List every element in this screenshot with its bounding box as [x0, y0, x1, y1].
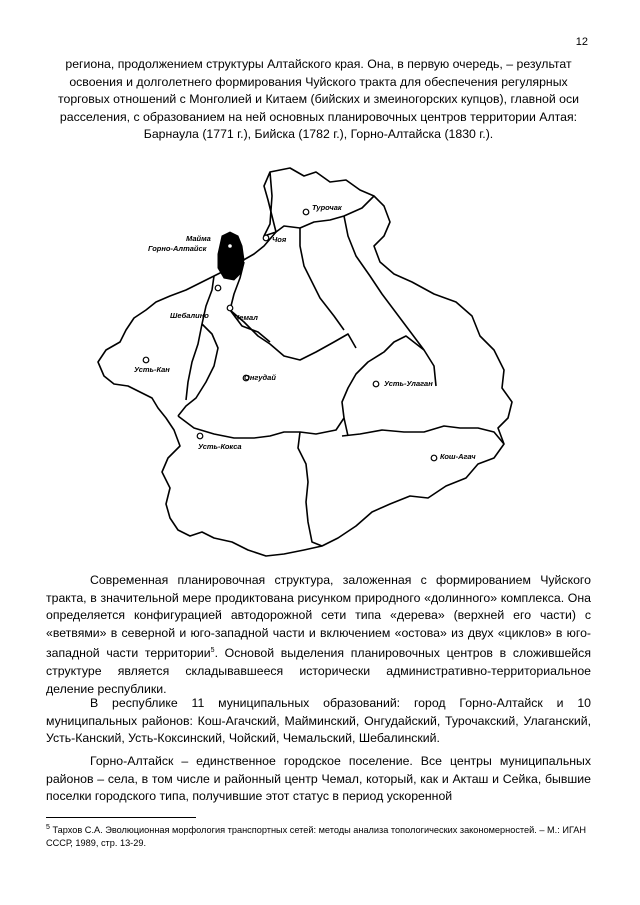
label-choya: Чоя	[272, 235, 287, 244]
border-ust-kan-ongudai	[178, 324, 218, 416]
label-ust-ulagan: Усть-Улаган	[384, 379, 433, 388]
label-turochak: Турочак	[312, 203, 342, 212]
paragraph-structure-tail: . Основой выделения планировочных центров в сложившейся структуре является складывавшееся исторически административно-территориальное деление республики.	[46, 646, 591, 696]
district-map-svg	[94, 166, 544, 564]
border-choya-east	[300, 228, 344, 330]
border-ongudai-east	[344, 418, 348, 436]
border-shebalino-ust-kan	[186, 276, 214, 400]
kosh-agach-marker	[431, 455, 437, 461]
paragraph-intro: региона, продолжением структуры Алтайского края. Она, в первую очередь, – результат освоения и долголетнего формирования Чуйского тракта для обеспечения регулярных торговых отношений с Монголией и Китаем (бийских и змеиногорских купцов), главной оси расселения, с образованием на ней основных планировочных центров территории Алтая: Барнаула (1771 г.), Бийска (1782 г.), Горно-Алтайска (1830 г.).	[57, 57, 579, 142]
label-ongudai: Онгудай	[244, 373, 276, 382]
footnote-ref[interactable]: 5	[210, 647, 215, 655]
label-kosh-agach: Кош-Агач	[440, 452, 476, 461]
gorno-altaysk-marker	[228, 244, 233, 249]
paragraph-structure-text: Современная планировочная структура, заложенная с формированием Чуйского тракта, в значительной мере продиктована рисунком природного «долинного» комплекса. Она определяется конфигурацией автодорожной сети типа «дерева» (верхней его части) с «ветвями» в северной и юго-западной части и включением «остова» из двух «циклов» в юго-западной части территории	[46, 573, 591, 661]
choya-marker	[263, 235, 269, 241]
label-chemal: Чемал	[234, 313, 258, 322]
chemal-marker	[227, 305, 233, 311]
footnote	[46, 822, 591, 849]
paragraph-structure	[46, 572, 591, 698]
ust-ulagan-marker	[373, 381, 379, 387]
paragraph-municipalities: В республике 11 муниципальных образований: город Горно-Алтайск и 10 муниципальных районов: Кош-Агачский, Майминский, Онгудайский, Турочакский, Улаганский, Усть-Канский, Усть-Коксинский, Чойский, Чемальский, Шебалинский.	[46, 696, 591, 746]
gorno-altaysk-area	[218, 232, 244, 280]
label-gorno-altaysk: Горно-Алтайск	[148, 244, 207, 253]
ust-kan-marker	[143, 357, 149, 363]
label-ust-koksa: Усть-Кокса	[198, 442, 242, 451]
border-chemal-east	[344, 216, 436, 386]
footnote-divider	[46, 817, 196, 818]
label-mayma: Майма	[186, 234, 211, 243]
label-ust-kan: Усть-Кан	[134, 365, 170, 374]
shebalino-marker	[215, 285, 221, 291]
label-shebalino: Шебалино	[170, 311, 209, 320]
paragraph-settlements: Горно-Алтайск – единственное городское поселение. Все центры муниципальных районов – села, в том числе и районный центр Чемал, который, как и Акташ и Сейка, бывшие поселки городского типа, получившие этот статус в период ускоренной	[46, 754, 591, 804]
page-number: 12	[575, 36, 588, 48]
district-map	[94, 166, 544, 564]
footnote-mark: 5	[46, 824, 50, 831]
footnote-text: Тархов С.А. Эволюционная морфология транспортных сетей: методы анализа топологических закономерностей. – М.: ИГАН СССР, 1989, стр. 13-29.	[46, 825, 587, 848]
border-koksa-koshagach	[298, 432, 322, 546]
border-ulagan-koshagach	[342, 426, 504, 444]
ust-koksa-marker	[197, 433, 203, 439]
turochak-marker	[303, 209, 309, 215]
